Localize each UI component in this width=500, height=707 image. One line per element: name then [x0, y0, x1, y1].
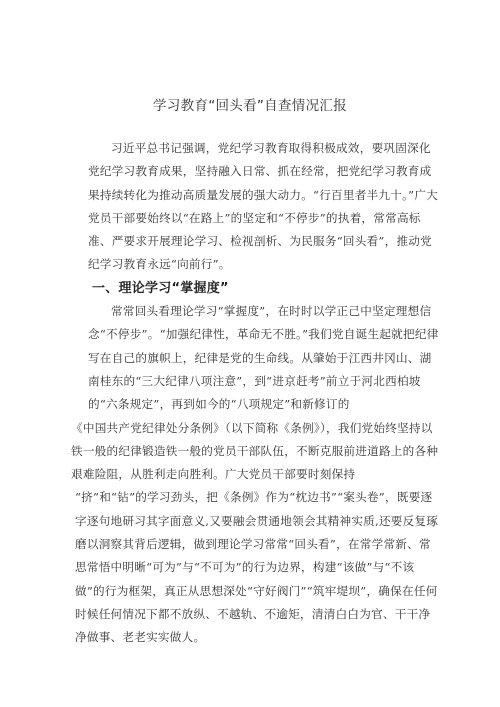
section-paragraph: 《中国共产党纪律处分条例》（以下简称《条例》），我们党始终坚持以铁一般的纪律锻造铁一般的党员干部队伍，不断克服前进道路上的各种艰难险阻，从胜利走向胜利。广大党员干部要时刻保持: [71, 420, 439, 482]
document-body: [71, 137, 440, 650]
document-title: 学习教育“回头看”自查情况汇报: [153, 98, 347, 114]
section-heading: 一、理论学习“掌握度”: [92, 280, 229, 296]
intro-paragraph: 习近平总书记强调，党纪学习教育取得积极成效，要巩固深化党纪学习教育成果，坚持融入日常、抓在经常，把党纪学习教育成果持续转化为推动高质量发展的强大动力。“行百里者半九十。”广大党员干部要始终以“在路上”的坚定和“不停步”的执着，常常高标准、严要求开展理论学习、检视剖析、为民服务“回头看”，推动党纪学习教育永远“向前行”。: [88, 141, 439, 272]
section-paragraph: “挤”和“钻”的学习劲头，把《条例》作为“枕边书”“案头卷”，既要逐字逐句地研习其字面意义,又要融会贯通地领会其精神实质,还要反复琢磨以洞察其背后逻辑，做到理论学习常常“回头看”，在常学常新、常思常悟中明晰“可为”与“不可为”的行为边界，构建“该做”与“不该做”的行为框架，真正从思想深处“守好阀门”“筑牢堤坝”，确保在任何时候任何情况下都不放纵、不越轨、不逾矩，清清白白为官、干干净净做事、老老实实做人。: [75, 490, 439, 645]
section-paragraph: 常常回头看理论学习“掌握度”，在时时以学正己中坚定理想信念“不停步”。“加强纪律性，革命无不胜。”我们党自诞生起就把纪律写在自己的旗帜上，纪律是党的生命线。从肇始于江西井冈山、湖南桂东的“三大纪律八项注意”，到“进京赶考”前立于河北西柏坡的“六条规定”，再到如今的“八项规定”和新修订的: [88, 304, 439, 412]
